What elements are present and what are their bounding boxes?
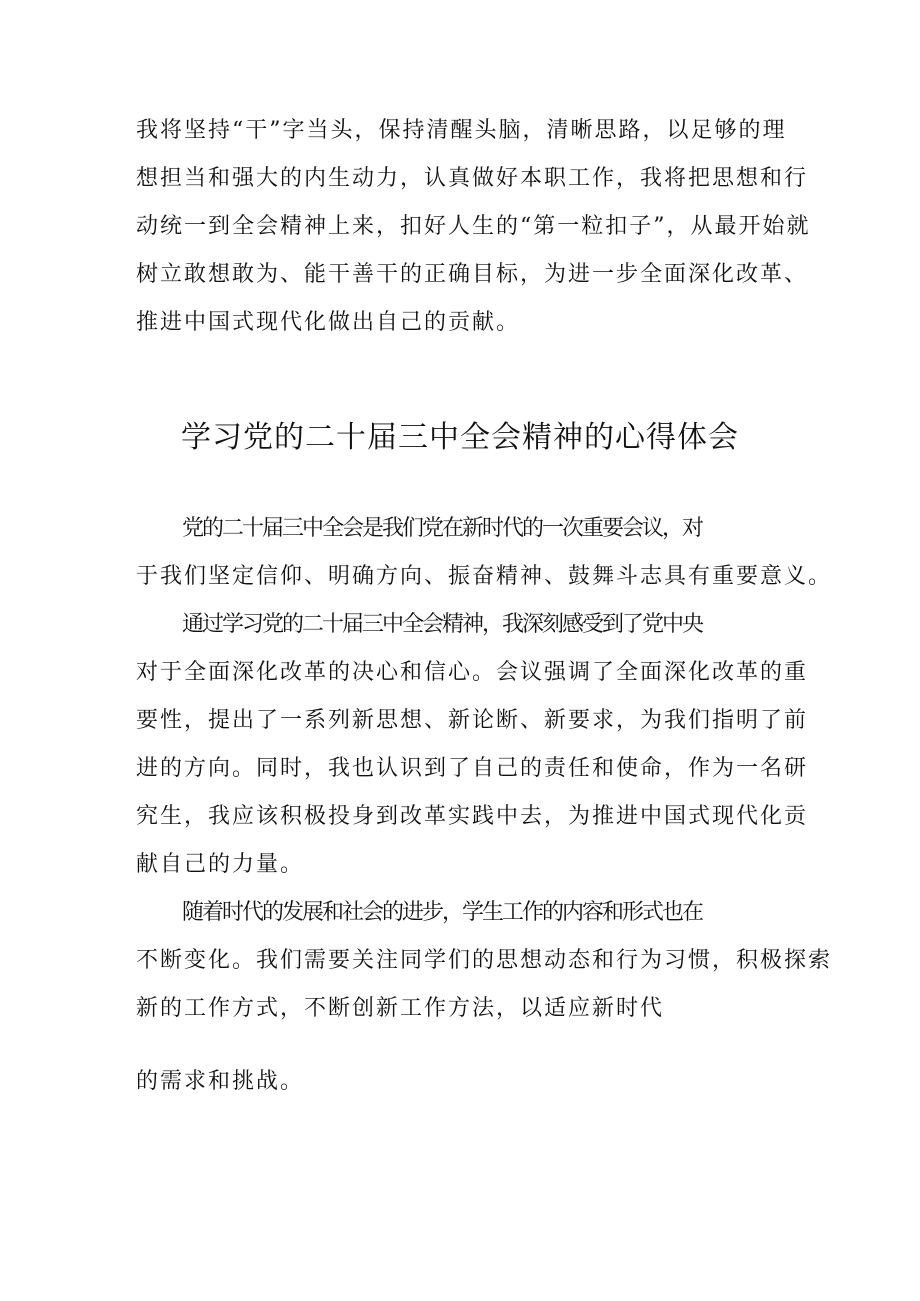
body-line: 于我们坚定信仰、明确方向、振奋精神、鼓舞斗志具有重要意义。 — [136, 564, 833, 589]
intro-line: 推进中国式现代化做出自己的贡献。 — [136, 310, 521, 335]
intro-line: 我将坚持“干”字当头，保持清醒头脑，清晰思路，以足够的理 — [136, 118, 787, 143]
body-line: 通过学习党的二十届三中全会精神，我深刻感受到了党中央 — [182, 612, 703, 637]
document-title: 学习党的二十届三中全会精神的心得体会 — [181, 420, 739, 455]
intro-line: 树立敢想敢为、能干善干的正确目标，为进一步全面深化改革、 — [136, 262, 809, 287]
intro-line: 想担当和强大的内生动力，认真做好本职工作，我将把思想和行 — [136, 166, 809, 191]
body-line: 的需求和挑战。 — [136, 1069, 305, 1094]
body-line: 新的工作方式，不断创新工作方法，以适应新时代 — [136, 996, 665, 1021]
body-line: 进的方向。同时，我也认识到了自己的责任和使命，作为一名研 — [136, 756, 809, 781]
intro-line: 动统一到全会精神上来，扣好人生的“第一粒扣子”，从最开始就 — [136, 214, 811, 239]
body-line: 要性，提出了一系列新思想、新论断、新要求，为我们指明了前 — [136, 708, 809, 733]
body-line: 究生，我应该积极投身到改革实践中去，为推进中国式现代化贡 — [136, 804, 809, 829]
body-line: 党的二十届三中全会是我们党在新时代的一次重要会议，对 — [182, 516, 703, 541]
body-line: 对于全面深化改革的决心和信心。会议强调了全面深化改革的重 — [136, 660, 809, 685]
body-line: 随着时代的发展和社会的进步，学生工作的内容和形式也在 — [182, 900, 703, 925]
body-line: 不断变化。我们需要关注同学们的思想动态和行为习惯，积极探索 — [136, 948, 833, 973]
body-line: 献自己的力量。 — [136, 852, 305, 877]
